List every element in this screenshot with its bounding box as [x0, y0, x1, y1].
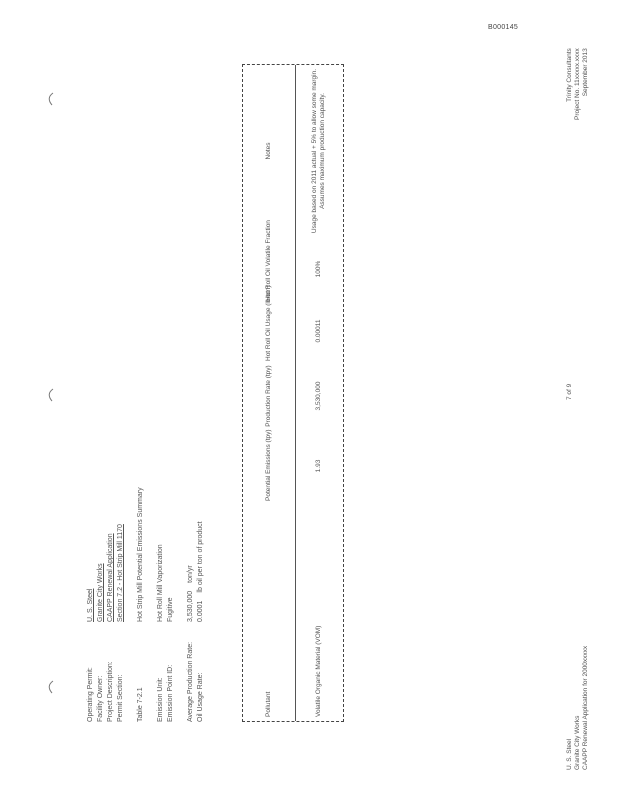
oil-usage-label: Oil Usage Rate: — [197, 672, 204, 722]
oil-usage-value: 0.0001 — [197, 600, 204, 622]
column-header-usage: Hot Roll Oil Usage (lb/ton) — [264, 285, 272, 361]
hole-punch-mark-icon — [44, 680, 54, 694]
oil-usage-unit: lb oil per ton of product — [197, 521, 204, 593]
emission-unit: Hot Roll Mill Vaporization — [157, 544, 164, 622]
facility-owner-label: Facility Owner: — [97, 675, 104, 722]
cell-production: 3,530,000 — [314, 381, 322, 411]
page-number: 7 of 9 — [566, 383, 573, 400]
facility-name-label: Operating Permit: — [87, 667, 94, 722]
cell-pollutant: Volatile Organic Material (VOM) — [314, 625, 322, 717]
emission-point-label: Emission Point ID: — [167, 664, 174, 722]
facility-name: U. S. Steel — [87, 588, 94, 622]
column-header-production: Production Rate (tpy) — [264, 365, 272, 427]
production-rate-unit: ton/yr — [187, 565, 194, 583]
permit-section: Section 7.2 - Hot Strip Mill 1170 — [117, 524, 124, 622]
footer-line: Trinity Consultants — [566, 48, 573, 102]
footer-line: Project No. 11xxxxx.xxxx — [574, 48, 581, 120]
production-rate-label: Average Production Rate: — [187, 641, 194, 722]
project-description: CAAPP Renewal Application — [107, 533, 114, 622]
footer-line: CAAPP Renewal Application for 2000xxxxx — [582, 645, 589, 770]
cell-usage: 0.00011 — [314, 319, 322, 343]
emission-point: Fugitive — [167, 597, 174, 622]
emission-unit-label: Emission Unit: — [157, 677, 164, 722]
footer-line: September 2013 — [582, 48, 589, 97]
table-header-row — [243, 65, 296, 721]
project-description-label: Project Description: — [107, 661, 114, 722]
table-number: Table 7-2.1 — [137, 687, 144, 722]
hole-punch-mark-icon — [44, 92, 54, 106]
column-header-emissions: Potential Emissions (tpy) — [264, 429, 272, 501]
cell-fraction: 100% — [314, 260, 322, 278]
column-header-fraction: Hot Roll Oil Volatile Fraction — [264, 220, 272, 301]
permit-section-label: Permit Section: — [117, 674, 124, 722]
cell-notes: Usage based on 2011 actual + 5% to allow some margin. Assumes maximum production capacity. — [310, 68, 326, 234]
column-header-notes: Notes — [264, 142, 272, 160]
document-id: B000145 — [488, 24, 519, 31]
emissions-table — [242, 64, 344, 722]
hole-punch-mark-icon — [44, 388, 54, 402]
footer-line: U. S. Steel — [566, 738, 573, 770]
column-header-pollutant: Pollutant — [264, 691, 272, 717]
table-title: Hot Strip Mill Potential Emissions Summary — [137, 487, 144, 622]
footer-left — [566, 646, 590, 770]
document-header — [86, 122, 236, 722]
production-rate-value: 3,530,000 — [187, 590, 194, 622]
facility-owner: Granite City Works — [97, 563, 104, 622]
table-row — [296, 65, 342, 721]
cell-emissions: 1.93 — [314, 459, 322, 473]
footer-line: Granite City Works — [574, 715, 581, 770]
footer-right — [566, 48, 590, 120]
